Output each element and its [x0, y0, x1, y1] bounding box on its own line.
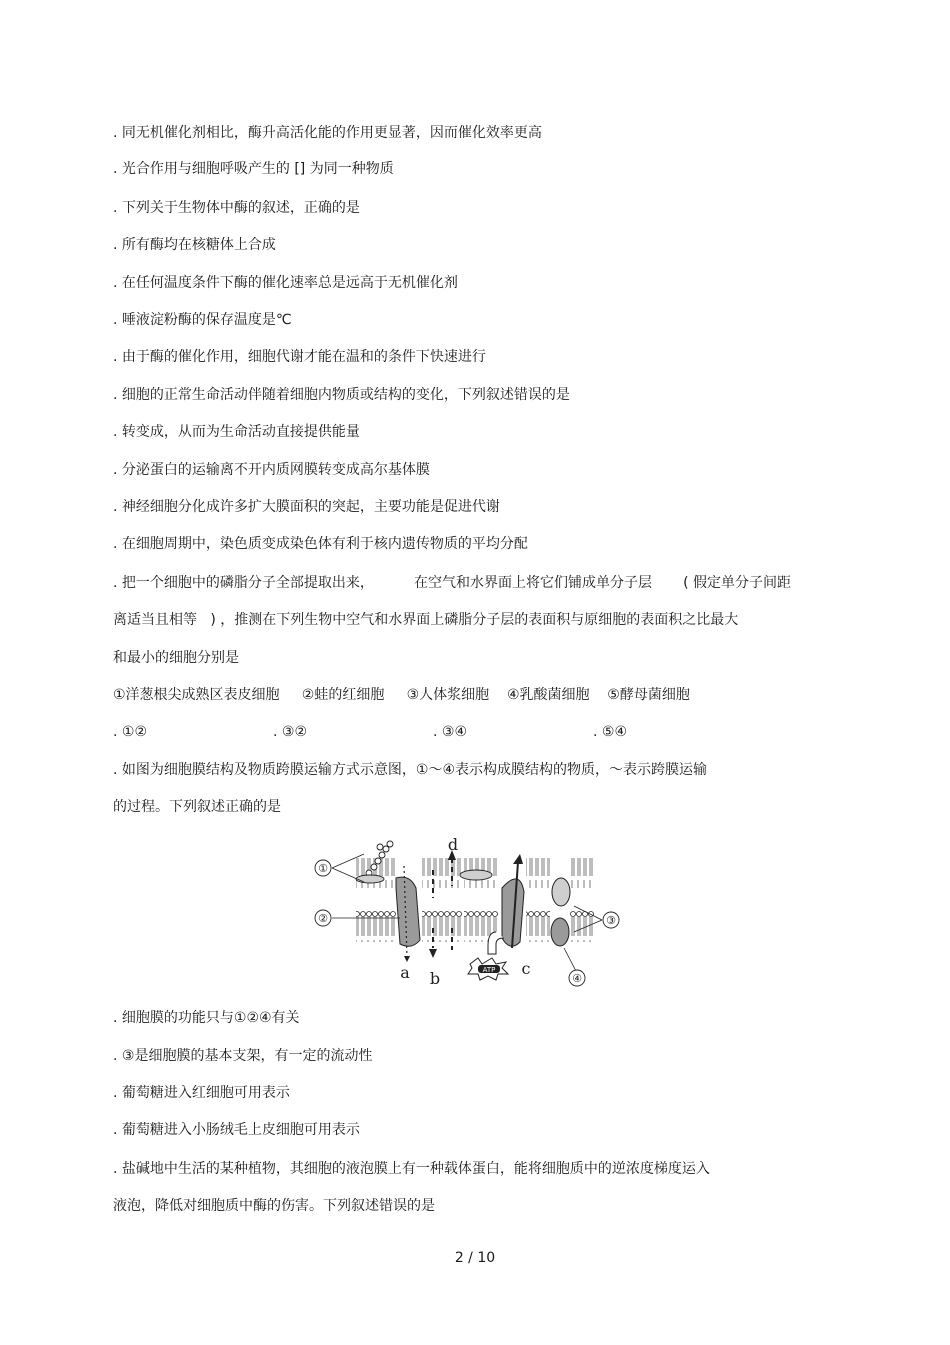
lipid-segment	[356, 858, 396, 942]
page-number: 2 / 10	[454, 1250, 496, 1266]
lipid-segment	[526, 858, 550, 942]
text-line: 离适当且相等 ) ，推测在下列生物中空气和水界面上磷脂分子层的表面积与原细胞的表面积之比最大	[113, 612, 739, 628]
option-a: . ①②	[113, 724, 148, 740]
label-c: c	[521, 959, 531, 978]
membrane-transport-diagram	[312, 828, 630, 988]
text-line: . 在细胞周期中，染色质变成染色体有利于核内遗传物质的平均分配	[113, 536, 528, 552]
text-line: . 把一个细胞中的磷脂分子全部提取出来， 在空气和水界面上将它们铺成单分子层 ( 假定单分子间距	[113, 575, 792, 591]
text-line: . 神经细胞分化成许多扩大膜面积的突起，主要功能是促进代谢	[113, 499, 500, 515]
label-a: a	[400, 963, 410, 982]
label-4: ④	[572, 972, 582, 985]
text-line: . 细胞的正常生命活动伴随着细胞内物质或结构的变化，下列叙述错误的是	[113, 387, 570, 403]
text-line: . 所有酶均在核糖体上合成	[113, 237, 276, 253]
text-line: . 由于酶的催化作用，细胞代谢才能在温和的条件下快速进行	[113, 349, 486, 365]
text-line: . 在任何温度条件下酶的催化速率总是远高于无机催化剂	[113, 275, 458, 291]
text-line: ①洋葱根尖成熟区表皮细胞 ②蛙的红细胞 ③人体浆细胞 ④乳酸菌细胞 ⑤酵母菌细胞	[113, 687, 690, 703]
label-b: b	[429, 969, 441, 988]
text-line: 的过程。下列叙述正确的是	[113, 799, 281, 815]
text-line: . 葡萄糖进入小肠绒毛上皮细胞可用表示	[113, 1122, 360, 1138]
text-line: . 葡萄糖进入红细胞可用表示	[113, 1085, 290, 1101]
label-d: d	[447, 835, 459, 854]
text-line: 和最小的细胞分别是	[113, 650, 239, 666]
text-line: . 光合作用与细胞呼吸产生的 [] 为同一种物质	[113, 161, 394, 177]
text-line: . 下列关于生物体中酶的叙述，正确的是	[113, 200, 360, 216]
text-line: . 同无机催化剂相比，酶升高活化能的作用更显著，因而催化效率更高	[113, 125, 542, 141]
text-line: . ③是细胞膜的基本支架，有一定的流动性	[113, 1048, 373, 1064]
carrier-protein-a	[396, 877, 420, 946]
text-line: 液泡，降低对细胞质中酶的伤害。下列叙述错误的是	[113, 1198, 435, 1214]
label-3: ③	[606, 914, 616, 927]
option-b: . ③②	[273, 724, 308, 740]
text-line: . 转变成，从而为生命活动直接提供能量	[113, 424, 360, 440]
lipid-segment	[570, 858, 594, 942]
text-line: . 盐碱地中生活的某种植物，其细胞的液泡膜上有一种载体蛋白，能将细胞质中的逆浓度梯度运入	[113, 1161, 710, 1177]
label-1: ①	[318, 862, 328, 875]
text-line: . 如图为细胞膜结构及物质跨膜运输方式示意图，①～④表示构成膜结构的物质，～表示跨膜运输	[113, 762, 707, 778]
text-line: . 细胞膜的功能只与①②④有关	[113, 1010, 300, 1026]
label-2: ②	[318, 912, 328, 925]
lipid-segment	[422, 858, 462, 942]
option-d: . ⑤④	[593, 724, 628, 740]
text-line: . 分泌蛋白的运输离不开内质网膜转变成高尔基体膜	[113, 462, 430, 478]
text-line: . 唾液淀粉酶的保存温度是℃	[113, 312, 292, 328]
atp-label: ATP	[482, 966, 496, 974]
option-c: . ③④	[433, 724, 468, 740]
